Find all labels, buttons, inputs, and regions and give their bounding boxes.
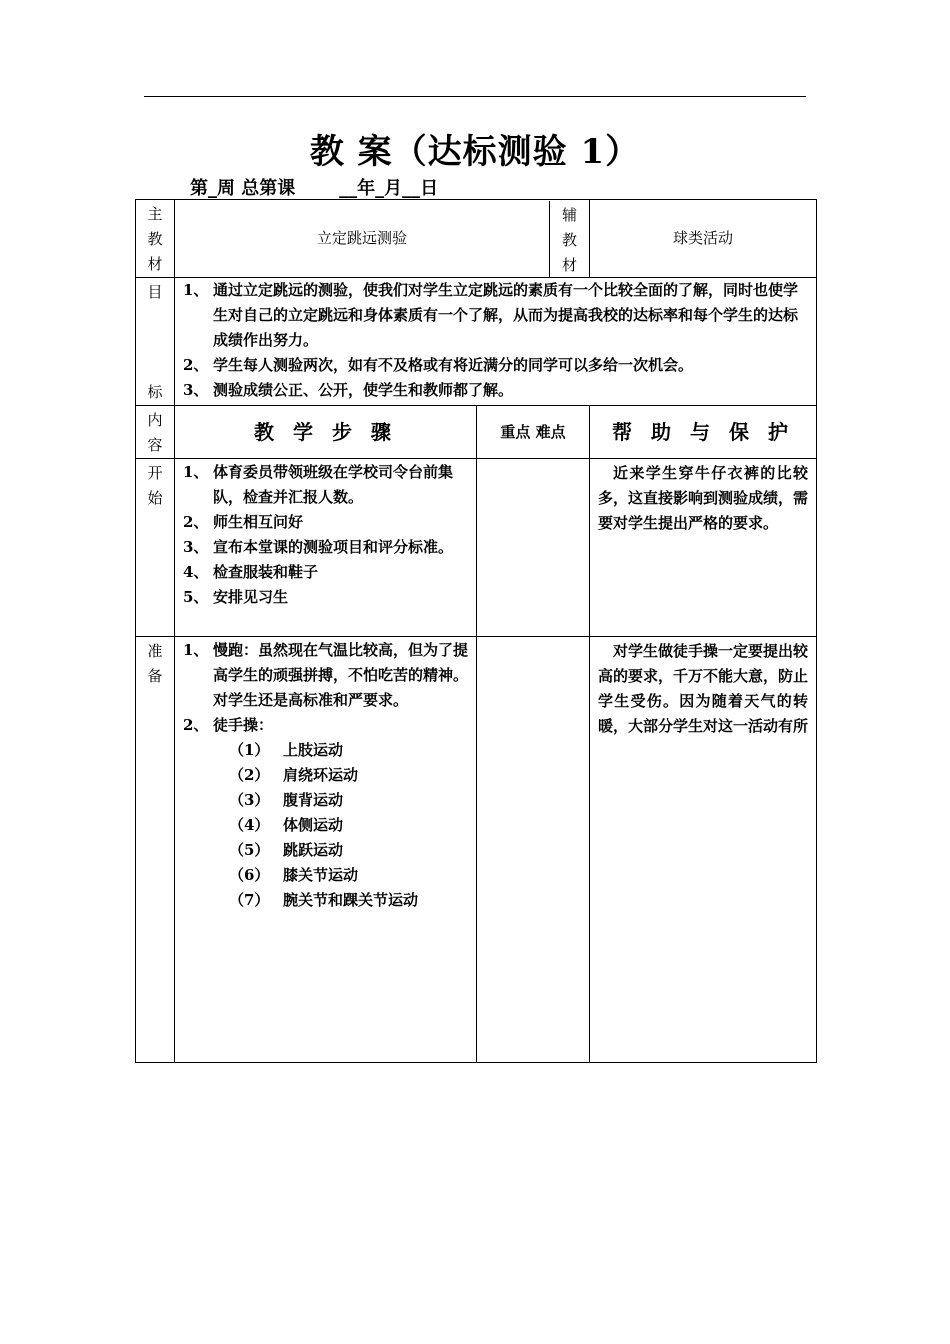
lesson-plan-table (135, 199, 817, 1063)
content-label: 内 容 (136, 406, 175, 459)
main-material-cell (175, 200, 590, 278)
exercise-item: （4） 体侧运动 (229, 816, 344, 834)
aux-material-value: 球类活动 (590, 200, 817, 278)
aux-material-label: 辅 教 材 (549, 201, 589, 277)
start-key-points (477, 459, 590, 637)
prep-label: 准 备 (136, 637, 175, 1063)
prep-help: 对学生做徒手操一定要提出较高的要求，千万不能大意，防止学生受伤。因为随着天气的转暖，大部分学生对这一活动有所 (590, 637, 817, 1063)
exercise-item: （1） 上肢运动 (229, 741, 344, 759)
help-header: 帮 助 与 保 护 (590, 406, 817, 459)
prep-key-points (477, 637, 590, 1063)
goal-item: 2、 学生每人测验两次，如有不及格或有将近满分的同学可以多给一次机会。 (183, 356, 694, 374)
exercise-item: （3） 腹背运动 (229, 791, 344, 809)
date-line: 第_周 总第课 __年_月__日 (190, 178, 439, 199)
steps-header: 教 学 步 骤 (175, 406, 477, 459)
row-content-header (136, 406, 817, 459)
start-help: 近来学生穿牛仔衣裤的比较多，这直接影响到测验成绩，需要对学生提出严格的要求。 (590, 459, 817, 637)
start-item: 5、 安排见习生 (183, 588, 289, 606)
exercise-item: （5） 跳跃运动 (229, 841, 344, 859)
row-start (136, 459, 817, 637)
prep-steps (175, 637, 477, 1063)
exercise-item: （2） 肩绕环运动 (229, 766, 359, 784)
main-material-value: 立定跳远测验 (317, 229, 408, 247)
row-main-material (136, 200, 817, 278)
prep-item: 2、 徒手操： (183, 716, 274, 734)
start-label: 开 始 (136, 459, 175, 637)
start-item: 3、 宣布本堂课的测验项目和评分标准。 (183, 538, 454, 556)
start-item: 1、 体育委员带领班级在学校司令台前集队，检查并汇报人数。 (183, 463, 454, 506)
row-prep (136, 637, 817, 1063)
goal-item: 3、 测验成绩公正、公开，使学生和教师都了解。 (183, 381, 514, 399)
exercise-item: （7） 腕关节和踝关节运动 (229, 891, 419, 909)
key-points-header: 重点 难点 (477, 406, 590, 459)
goals-content (175, 278, 817, 406)
main-material-label: 主 教 材 (136, 200, 175, 278)
exercise-item: （6） 膝关节运动 (229, 866, 359, 884)
page-title: 教 案（达标测验 1） (309, 132, 641, 172)
goal-item: 1、 通过立定跳远的测验，使我们对学生立定跳远的素质有一个比较全面的了解，同时也使学生对自己的立定跳远和身体素质有一个了解，从而为提高我校的达标率和每个学生的达标成绩作出努力。 (183, 281, 799, 349)
header-rule (144, 96, 806, 97)
row-goals (136, 278, 817, 406)
start-item: 2、 师生相互问好 (183, 513, 304, 531)
prep-item: 1、 慢跑：虽然现在气温比较高，但为了提高学生的顽强拼搏，不怕吃苦的精神。对学生还是高标准和严要求。 (183, 641, 469, 709)
start-steps (175, 459, 477, 637)
start-item: 4、 检查服装和鞋子 (183, 563, 319, 581)
goals-label: 目 标 (136, 278, 175, 406)
